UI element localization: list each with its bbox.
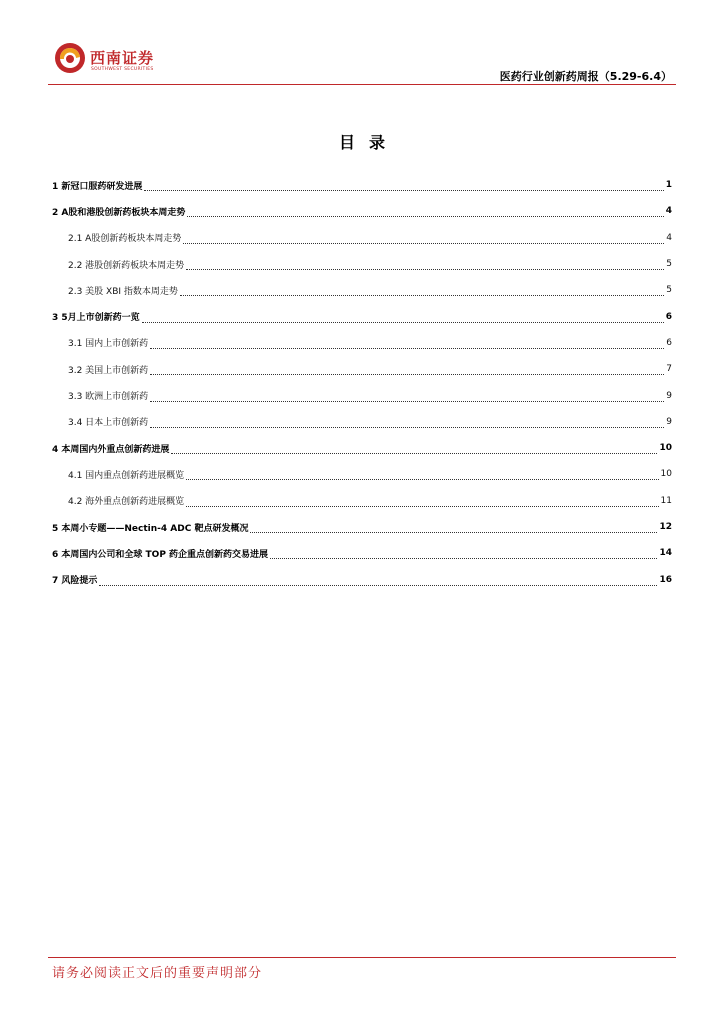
toc-dot-leader <box>150 392 664 402</box>
toc-dot-leader <box>99 576 657 586</box>
footer-divider <box>48 957 676 958</box>
report-title: 医药行业创新药周报（5.29-6.4） <box>499 70 672 83</box>
toc-entry[interactable] <box>52 435 672 461</box>
toc-dot-leader <box>183 234 664 244</box>
logo-chinese-name: 西南证券 <box>90 49 155 67</box>
toc-entry-label[interactable]: 5 本周小专题——Nectin-4 ADC 靶点研发概况 <box>52 523 249 534</box>
toc-entry-label[interactable]: 3.3 欧洲上市创新药 <box>68 392 149 403</box>
toc-heading: 目录 <box>338 133 399 152</box>
toc-dot-leader <box>186 260 664 270</box>
company-logo <box>54 40 164 80</box>
toc-dot-leader <box>142 313 664 323</box>
toc-entry-page-number[interactable]: 10 <box>660 469 672 480</box>
toc-entry[interactable] <box>52 566 672 592</box>
toc-entry-page-number[interactable]: 5 <box>666 259 672 270</box>
toc-entry-label[interactable]: 3.1 国内上市创新药 <box>68 339 149 350</box>
table-of-contents <box>52 172 672 593</box>
toc-entry-page-number[interactable]: 5 <box>666 285 672 296</box>
toc-dot-leader <box>186 470 658 480</box>
toc-entry[interactable] <box>52 330 672 356</box>
toc-entry[interactable] <box>52 225 672 251</box>
toc-entry[interactable] <box>52 409 672 435</box>
toc-entry[interactable] <box>52 303 672 329</box>
toc-entry-page-number[interactable]: 11 <box>660 495 672 506</box>
toc-entry-page-number[interactable]: 16 <box>659 574 672 585</box>
toc-dot-leader <box>186 497 658 507</box>
toc-entry-label[interactable]: 7 风险提示 <box>52 576 98 587</box>
toc-entry[interactable] <box>52 540 672 566</box>
toc-entry[interactable] <box>52 356 672 382</box>
toc-entry-label[interactable]: 1 新冠口服药研发进展 <box>52 181 143 192</box>
toc-entry-label[interactable]: 2.2 港股创新药板块本周走势 <box>68 260 185 271</box>
header-divider <box>48 84 676 85</box>
toc-entry-label[interactable]: 2 A股和港股创新药板块本周走势 <box>52 207 186 218</box>
toc-entry-label[interactable]: 3.4 日本上市创新药 <box>68 418 149 429</box>
toc-entry-page-number[interactable]: 6 <box>666 337 672 348</box>
toc-entry-label[interactable]: 2.3 美股 XBI 指数本周走势 <box>68 286 178 297</box>
toc-entry-page-number[interactable]: 10 <box>659 443 672 454</box>
toc-dot-leader <box>270 549 657 559</box>
toc-entry[interactable] <box>52 277 672 303</box>
toc-dot-leader <box>171 444 657 454</box>
toc-entry-page-number[interactable]: 4 <box>666 232 672 243</box>
toc-entry-page-number[interactable]: 4 <box>665 206 672 217</box>
toc-dot-leader <box>150 365 664 375</box>
toc-entry-page-number[interactable]: 6 <box>665 311 672 322</box>
toc-entry-page-number[interactable]: 14 <box>659 548 672 559</box>
toc-entry-label[interactable]: 4.2 海外重点创新药进展概览 <box>68 497 185 508</box>
toc-entry[interactable] <box>52 514 672 540</box>
toc-entry[interactable] <box>52 461 672 487</box>
toc-entry-label[interactable]: 3.2 美国上市创新药 <box>68 365 149 376</box>
toc-entry[interactable] <box>52 198 672 224</box>
toc-dot-leader <box>250 523 657 533</box>
page-header <box>48 40 676 86</box>
company-logo-icon <box>54 42 86 74</box>
toc-dot-leader <box>180 286 664 296</box>
toc-entry-label[interactable]: 6 本周国内公司和全球 TOP 药企重点创新药交易进展 <box>52 549 269 560</box>
toc-entry-label[interactable]: 4.1 国内重点创新药进展概览 <box>68 470 185 481</box>
toc-entry-page-number[interactable]: 9 <box>666 416 672 427</box>
logo-english-name: SOUTHWEST SECURITIES <box>91 67 154 72</box>
toc-entry[interactable] <box>52 172 672 198</box>
toc-entry-page-number[interactable]: 7 <box>666 364 672 375</box>
toc-entry[interactable] <box>52 251 672 277</box>
toc-dot-leader <box>187 207 663 217</box>
toc-dot-leader <box>150 339 664 349</box>
toc-entry-page-number[interactable]: 12 <box>659 522 672 532</box>
toc-entry[interactable] <box>52 382 672 408</box>
toc-dot-leader <box>144 181 663 191</box>
toc-entry-label[interactable]: 4 本周国内外重点创新药进展 <box>52 444 170 455</box>
toc-entry[interactable] <box>52 488 672 514</box>
toc-entry-page-number[interactable]: 1 <box>665 180 672 191</box>
toc-dot-leader <box>150 418 664 428</box>
toc-entry-label[interactable]: 3 5月上市创新药一览 <box>52 313 140 324</box>
toc-entry-page-number[interactable]: 9 <box>666 390 672 401</box>
toc-entry-label[interactable]: 2.1 A股创新药板块本周走势 <box>68 234 182 245</box>
disclaimer-note: 请务必阅读正文后的重要声明部分 <box>52 966 263 981</box>
